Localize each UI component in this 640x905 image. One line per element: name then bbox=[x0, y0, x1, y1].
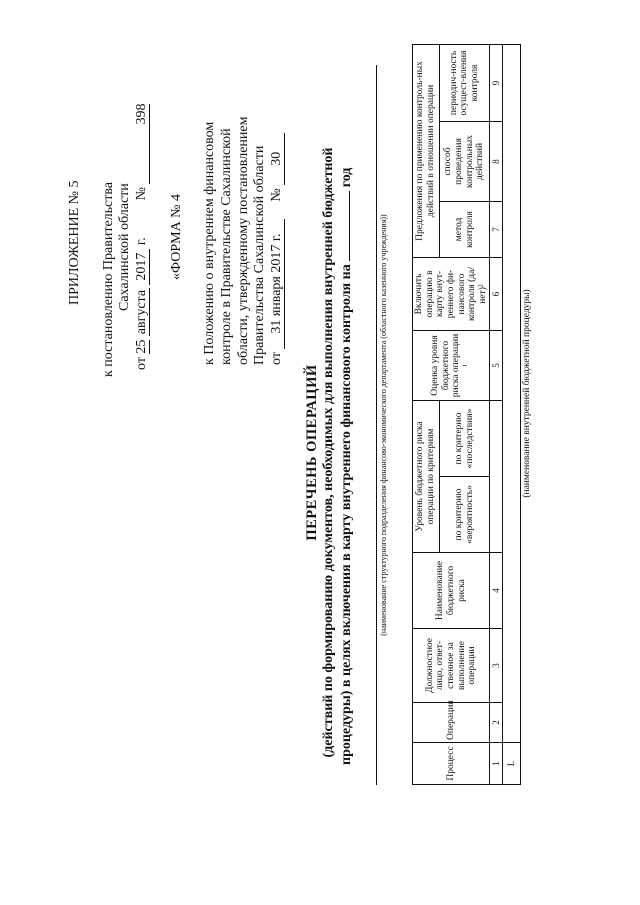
col-header-include: Включить операцию в карту внут-реннего фи-нансового контроля (да/нет)² bbox=[413, 257, 490, 330]
col-number: 4 bbox=[490, 553, 503, 629]
col-number: 7 bbox=[490, 201, 503, 257]
appendix-line1: к постановлению Правительства bbox=[101, 181, 116, 377]
col-header-risk-assessment: Оценка уровня бюджетного риска операции ¹ bbox=[413, 330, 490, 400]
department-name-line bbox=[376, 65, 377, 785]
document-subheading-1: (действий по формированию документов, необходимых для выполнения внутренней бюджетной bbox=[321, 147, 336, 758]
col-number: 3 bbox=[490, 629, 503, 703]
col-number: 6 bbox=[490, 257, 503, 330]
appendix-line2: Сахалинской области bbox=[117, 183, 132, 311]
col-header-process: Процесс bbox=[413, 743, 490, 785]
col-number: 5 bbox=[490, 330, 503, 400]
col-number: 2 bbox=[490, 703, 503, 743]
col-header-risk-level: Уровень бюджетного риска операции по критериям bbox=[413, 400, 440, 552]
section-marker: I. bbox=[503, 743, 521, 785]
form-line1: к Положению о внутреннем финансовом bbox=[202, 121, 217, 365]
document-heading: ПЕРЕЧЕНЬ ОПЕРАЦИЙ bbox=[304, 364, 320, 541]
form-title: «ФОРМА № 4 bbox=[169, 193, 184, 280]
form-date-line: от 31 января 2017 г. № 30 bbox=[270, 133, 285, 365]
appendix-title: ПРИЛОЖЕНИЕ № 5 bbox=[67, 180, 82, 305]
document-subheading-2: процедуры) в целях включения в карту внутреннего финансового контроля на год bbox=[339, 167, 354, 765]
col-header-official: Должностное лицо, ответ-ственное за выполнение операции bbox=[413, 629, 490, 703]
form-line2: контроле в Правительстве Сахалинской bbox=[219, 128, 234, 365]
operations-table bbox=[412, 44, 534, 785]
col-number: 9 bbox=[490, 44, 503, 121]
col-header-risk-name: Наименование бюджетного риска bbox=[413, 553, 490, 629]
subheader-consequences: по критерию «последствия» bbox=[439, 400, 489, 476]
col-number bbox=[490, 400, 503, 552]
col-header-operation: Операция bbox=[413, 703, 490, 743]
appendix-date-line: от 25 августа 2017 г. № 398 bbox=[134, 103, 149, 370]
department-caption: (наименование структурного подразделения финансово-экономического департамента (областного казенного учреждения)) bbox=[379, 214, 388, 636]
subheader-control-way: способ проведения контрольных действий bbox=[439, 121, 489, 201]
form-line4: Правительства Сахалинской области bbox=[252, 145, 267, 365]
subheader-probability: по критерию «вероятность» bbox=[439, 477, 489, 553]
procedure-caption: (наименование внутренней бюджетной процедуры) bbox=[521, 44, 534, 742]
col-number: 1 bbox=[490, 743, 503, 785]
subheader-control-method: метод контроля bbox=[439, 201, 489, 257]
col-number: 8 bbox=[490, 121, 503, 201]
col-header-proposals: Предложения по применению контроль-ных действий в отношении операции bbox=[413, 44, 440, 257]
form-line3: области, утвержденному постановлением bbox=[236, 116, 251, 365]
procedure-name-cell bbox=[503, 44, 521, 742]
subheader-periodicity: периодич-ность осущест-вления контроля bbox=[439, 44, 489, 121]
